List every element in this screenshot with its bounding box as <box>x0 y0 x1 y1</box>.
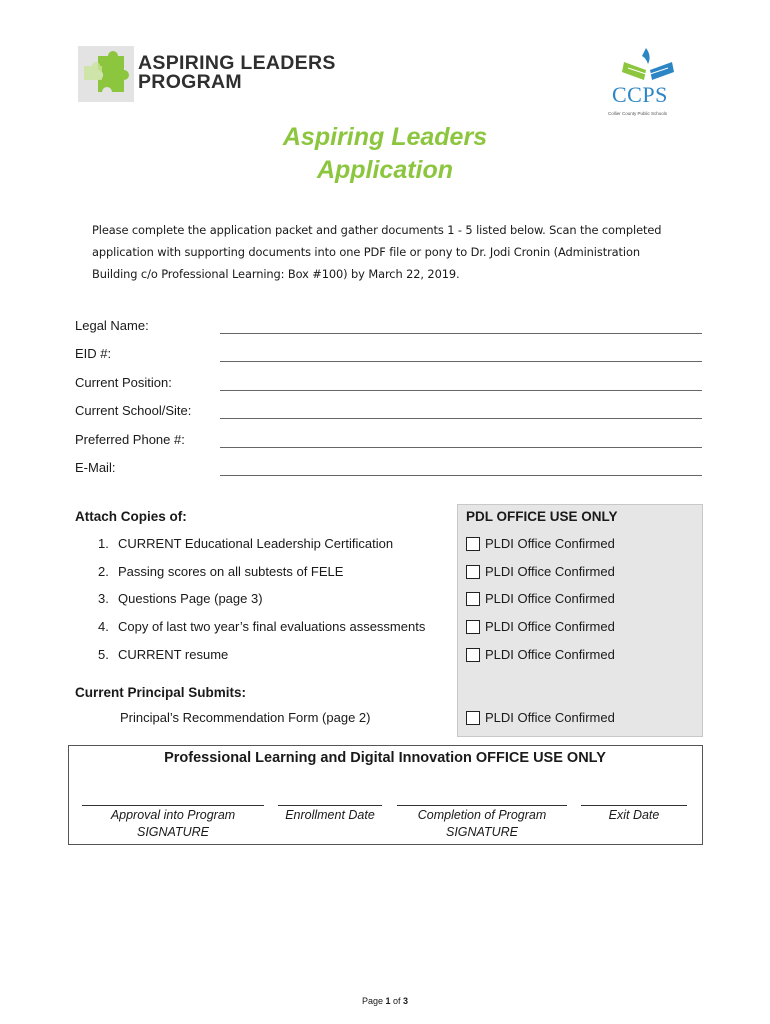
ccps-logo <box>604 46 686 120</box>
list-item <box>98 619 425 634</box>
approval-signature-line[interactable] <box>82 805 264 806</box>
instructions-paragraph <box>92 219 692 285</box>
list-item-text: CURRENT Educational Leadership Certification <box>118 536 394 551</box>
page-of: of <box>393 996 401 1006</box>
pldi-confirm-checkbox[interactable] <box>466 711 480 725</box>
pldi-confirm-row <box>466 710 615 725</box>
legal-name-field[interactable] <box>220 333 702 334</box>
page-number <box>0 996 770 1006</box>
pldi-confirm-label: PLDI Office Confirmed <box>485 591 615 606</box>
puzzle-icon <box>78 46 134 102</box>
list-item <box>98 591 263 606</box>
pldi-confirm-checkbox[interactable] <box>466 592 480 606</box>
pldi-confirm-checkbox[interactable] <box>466 648 480 662</box>
instructions-line: Building c/o Professional Learning: Box #100) by March 22, 2019. <box>92 267 460 281</box>
ccps-subtitle: Collier County Public Schools <box>608 111 668 116</box>
current-position-field[interactable] <box>220 390 702 391</box>
pldi-confirm-label: PLDI Office Confirmed <box>485 536 615 551</box>
page-total: 3 <box>403 996 409 1006</box>
legal-name-label: Legal Name: <box>75 318 149 333</box>
list-item-number: 3. <box>98 591 109 606</box>
page-title-line2: Application <box>316 156 454 184</box>
email-field[interactable] <box>220 475 702 476</box>
pldi-confirm-row <box>466 647 615 662</box>
list-item <box>98 564 343 579</box>
list-item-number: 4. <box>98 619 109 634</box>
pldi-confirm-checkbox[interactable] <box>466 620 480 634</box>
pldi-confirm-row <box>466 536 615 551</box>
enrollment-date-line[interactable] <box>278 805 382 806</box>
approval-signature-label <box>82 807 264 841</box>
enrollment-date-label <box>278 807 382 824</box>
sig-label-line1: Completion of Program <box>417 808 547 822</box>
pldi-confirm-row <box>466 591 615 606</box>
list-item-number: 5. <box>98 647 109 662</box>
instructions-line: application with supporting documents into one PDF file or pony to Dr. Jodi Cronin (Administration <box>92 245 640 259</box>
program-logo-line2: PROGRAM <box>138 71 242 93</box>
attach-heading: Attach Copies of: <box>75 509 187 524</box>
aspiring-leaders-logo <box>78 46 336 104</box>
pldi-confirm-label: PLDI Office Confirmed <box>485 710 615 725</box>
current-position-label: Current Position: <box>75 375 172 390</box>
exit-date-line[interactable] <box>581 805 687 806</box>
list-item-text: Passing scores on all subtests of FELE <box>118 564 344 579</box>
book-flame-icon <box>618 46 678 84</box>
list-item-text: Copy of last two year’s final evaluations assessments <box>118 619 426 634</box>
sig-label-line2: SIGNATURE <box>137 825 209 839</box>
current-school-field[interactable] <box>220 418 702 419</box>
list-item-text: CURRENT resume <box>118 647 229 662</box>
pldi-confirm-label: PLDI Office Confirmed <box>485 564 615 579</box>
pldi-confirm-checkbox[interactable] <box>466 537 480 551</box>
program-logo-line1: ASPIRING LEADERS <box>138 52 336 74</box>
page-prefix: Page <box>361 996 383 1006</box>
pldi-confirm-row <box>466 619 615 634</box>
pdl-office-heading: PDL OFFICE USE ONLY <box>466 509 618 524</box>
page-title-line1: Aspiring Leaders <box>282 123 488 151</box>
exit-date-label <box>581 807 687 824</box>
list-item <box>98 536 393 551</box>
pldi-confirm-label: PLDI Office Confirmed <box>485 619 615 634</box>
completion-signature-line[interactable] <box>397 805 567 806</box>
eid-field[interactable] <box>220 361 702 362</box>
list-item <box>98 647 228 662</box>
phone-field[interactable] <box>220 447 702 448</box>
office-use-title: Professional Learning and Digital Innovation OFFICE USE ONLY <box>164 750 606 766</box>
sig-label-line1: Approval into Program <box>110 808 236 822</box>
list-item-number: 2. <box>98 564 109 579</box>
current-school-label: Current School/Site: <box>75 403 192 418</box>
completion-signature-label <box>397 807 567 841</box>
email-label: E-Mail: <box>75 460 116 475</box>
pldi-confirm-checkbox[interactable] <box>466 565 480 579</box>
list-item-text: Questions Page (page 3) <box>118 591 263 606</box>
instructions-line: Please complete the application packet and gather documents 1 - 5 listed below. Scan the completed <box>92 223 662 237</box>
principal-form-text: Principal’s Recommendation Form (page 2) <box>120 710 371 725</box>
sig-label-line1: Exit Date <box>608 808 660 822</box>
pldi-confirm-row <box>466 564 615 579</box>
list-item-number: 1. <box>98 536 109 551</box>
page-current: 1 <box>385 996 391 1006</box>
principal-heading: Current Principal Submits: <box>75 685 247 700</box>
program-logo-text <box>138 54 336 92</box>
phone-label: Preferred Phone #: <box>75 432 185 447</box>
eid-label: EID #: <box>75 346 112 361</box>
pldi-confirm-label: PLDI Office Confirmed <box>485 647 615 662</box>
sig-label-line1: Enrollment Date <box>285 808 375 822</box>
sig-label-line2: SIGNATURE <box>446 825 518 839</box>
ccps-logo-text: CCPS <box>612 82 668 107</box>
